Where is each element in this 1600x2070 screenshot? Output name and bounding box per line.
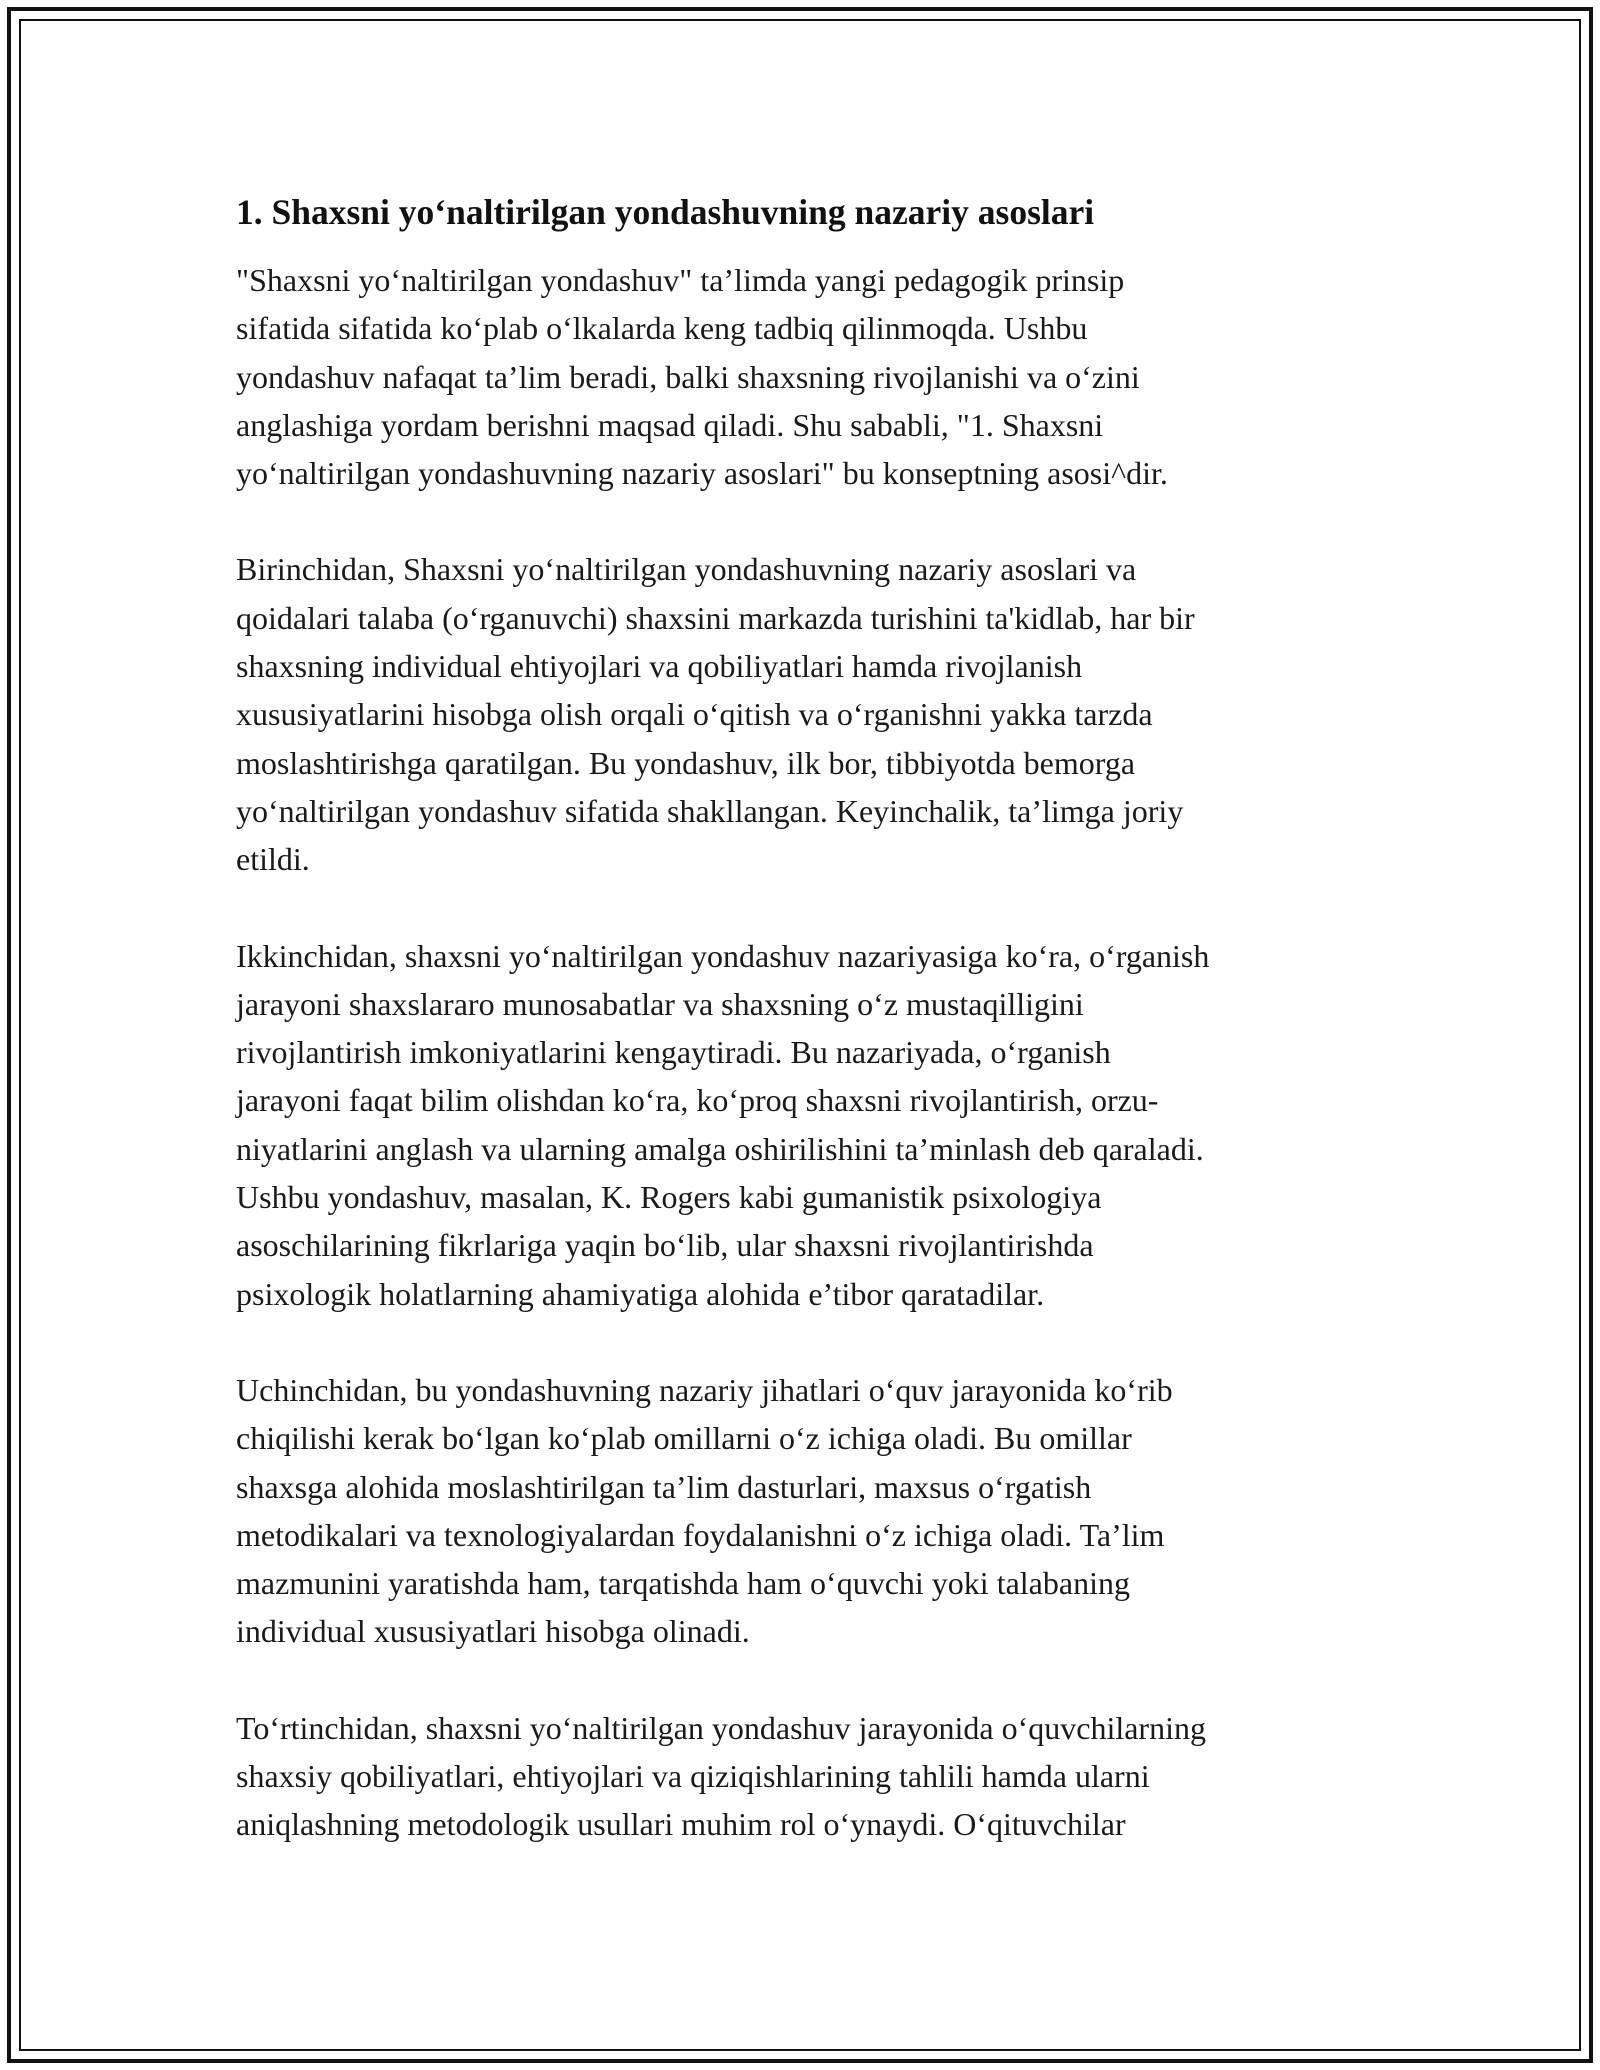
text-line: qoidalari talaba (o‘rganuvchi) shaxsini markazda turishini ta'kidlab, har bir xyxy=(236,599,1195,636)
text-line: Ikkinchidan, shaxsni yo‘naltirilgan yondashuv nazariyasiga ko‘ra, o‘rganish xyxy=(236,937,1210,974)
text-line: jarayoni shaxslararo munosabatlar va shaxsning o‘z mustaqilligini xyxy=(236,985,1084,1022)
text-line: yo‘naltirilgan yondashuv sifatida shakllangan. Keyinchalik, ta’limga joriy xyxy=(236,792,1184,829)
text-line: mazmunini yaratishda ham, tarqatishda ham o‘quvchi yoki talabaning xyxy=(236,1565,1130,1602)
text-line: shaxsiy qobiliyatlari, ehtiyojlari va qiziqishlarining tahlili hamda ularni xyxy=(236,1758,1150,1795)
text-line: individual xususiyatlari hisobga olinadi. xyxy=(236,1613,750,1650)
paragraph-fourth xyxy=(236,1704,1366,1849)
text-line: xususiyatlarini hisobga olish orqali o‘qitish va o‘rganishni yakka tarzda xyxy=(236,696,1153,733)
paragraph-second xyxy=(236,932,1366,1318)
text-line: shaxsga alohida moslashtirilgan ta’lim dasturlari, maxsus o‘rgatish xyxy=(236,1468,1092,1505)
text-line: rivojlantirish imkoniyatlarini kengaytiradi. Bu nazariyada, o‘rganish xyxy=(236,1034,1111,1071)
text-line: sifatida sifatida ko‘plab o‘lkalarda keng tadbiq qilinmoqda. Ushbu xyxy=(236,310,1088,347)
text-line: Uchinchidan, bu yondashuvning nazariy jihatlari o‘quv jarayonida ko‘rib xyxy=(236,1371,1173,1408)
text-line: etildi. xyxy=(236,841,310,878)
text-line: yondashuv nafaqat ta’lim beradi, balki shaxsning rivojlanishi va o‘zini xyxy=(236,358,1140,395)
paragraph-intro xyxy=(236,256,1366,497)
paragraph-first xyxy=(236,545,1366,883)
document-body xyxy=(236,188,1366,1897)
text-line: aniqlashning metodologik usullari muhim rol o‘ynaydi. O‘qituvchilar xyxy=(236,1806,1126,1843)
text-line: shaxsning individual ehtiyojlari va qobiliyatlari hamda rivojlanish xyxy=(236,648,1083,685)
text-line: "Shaxsni yo‘naltirilgan yondashuv" ta’limda yangi pedagogik prinsip xyxy=(236,262,1125,298)
text-line: moslashtirishga qaratilgan. Bu yondashuv, ilk bor, tibbiyotda bemorga xyxy=(236,744,1136,781)
text-line: anglashiga yordam berishni maqsad qiladi. Shu sababli, "1. Shaxsni xyxy=(236,406,1104,443)
text-line: jarayoni faqat bilim olishdan ko‘ra, ko‘proq shaxsni rivojlantirish, orzu- xyxy=(236,1082,1159,1119)
text-line: yo‘naltirilgan yondashuvning nazariy asoslari" bu konseptning asosi^dir. xyxy=(236,455,1168,492)
paragraph-third xyxy=(236,1366,1366,1656)
text-line: Ushbu yondashuv, masalan, K. Rogers kabi gumanistik psixologiya xyxy=(236,1179,1102,1216)
text-line: niyatlarini anglash va ularning amalga oshirilishini ta’minlash deb qaraladi. xyxy=(236,1130,1204,1167)
text-line: asoschilarining fikrlariga yaqin bo‘lib, ular shaxsni rivojlantirishda xyxy=(236,1227,1094,1264)
text-line: psixologik holatlarning ahamiyatiga alohida e’tibor qaratadilar. xyxy=(236,1275,1045,1312)
text-line: Birinchidan, Shaxsni yo‘naltirilgan yondashuvning nazariy asoslari va xyxy=(236,551,1137,588)
text-line: metodikalari va texnologiyalardan foydalanishni o‘z ichiga oladi. Ta’lim xyxy=(236,1516,1165,1553)
section-heading: 1. Shaxsni yo‘naltirilgan yondashuvning nazariy asoslari xyxy=(236,192,1095,232)
text-line: chiqilishi kerak bo‘lgan ko‘plab omillarni o‘z ichiga oladi. Bu omillar xyxy=(236,1420,1132,1457)
text-line: To‘rtinchidan, shaxsni yo‘naltirilgan yondashuv jarayonida o‘quvchilarning xyxy=(236,1709,1206,1746)
